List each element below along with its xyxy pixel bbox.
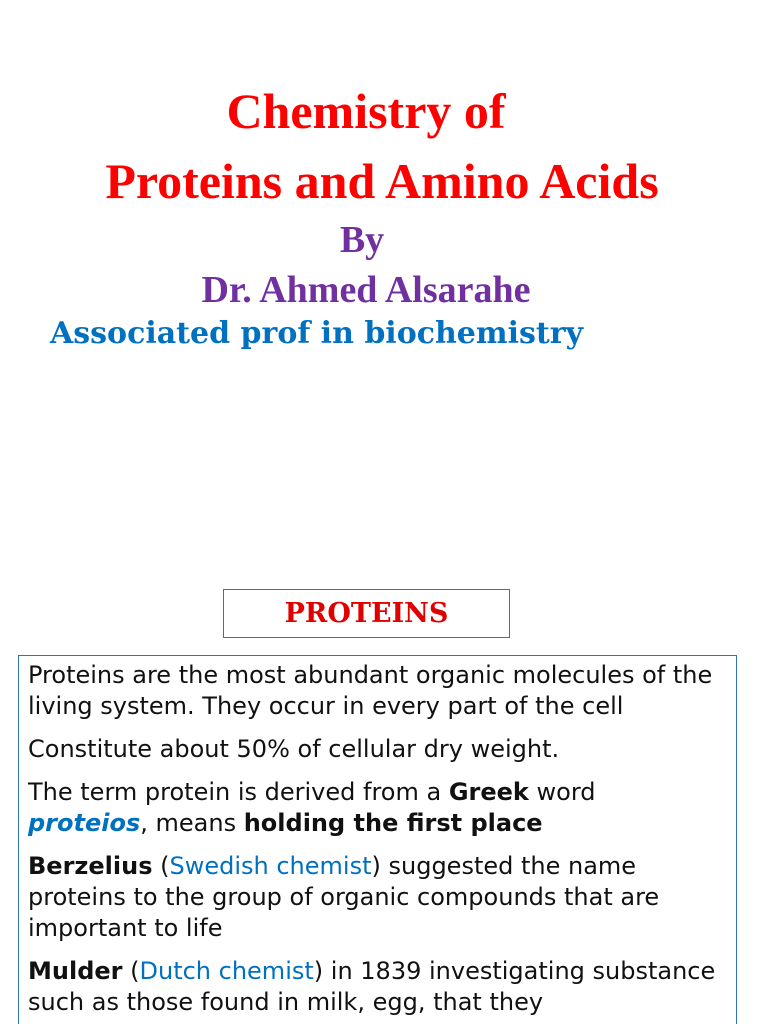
- paragraph-dry-weight: Constitute about 50% of cellular dry weight.: [28, 735, 560, 763]
- berzelius-paren-open: (: [152, 852, 170, 880]
- mulder-name: Mulder: [28, 957, 123, 985]
- paragraph-mulder: [28, 956, 736, 1018]
- paragraph-etymology: [28, 777, 736, 839]
- author-affiliation: Associated prof in biochemistry: [50, 316, 583, 351]
- mulder-paren-open: (: [122, 957, 140, 985]
- author-name: Dr. Ahmed Alsarahe: [201, 269, 531, 311]
- content-box: [18, 655, 737, 1024]
- etymology-text-3: , means: [140, 809, 244, 837]
- proteios-term: proteios: [28, 809, 141, 837]
- berzelius-name: Berzelius: [28, 852, 153, 880]
- greek-term: Greek: [448, 778, 529, 806]
- paragraph-berzelius: [28, 851, 736, 944]
- berzelius-text: ) suggested the name proteins to the group of organic compounds that are important to life: [28, 852, 660, 942]
- etymology-text-1: The term protein is derived from a: [28, 778, 449, 806]
- meaning-term: holding the first place: [243, 809, 543, 837]
- etymology-text-2: word: [528, 778, 596, 806]
- mulder-nationality: Dutch chemist: [139, 957, 314, 985]
- title-line-1: Chemistry of: [226, 83, 506, 139]
- by-label: By: [339, 219, 385, 261]
- section-heading: PROTEINS: [223, 589, 510, 638]
- berzelius-nationality: Swedish chemist: [169, 852, 372, 880]
- paragraph-abundance: Proteins are the most abundant organic molecules of the living system. They occur in every part of the cell: [28, 661, 713, 720]
- mulder-text: ) in 1839 investigating substance such as those found in milk, egg, that they: [28, 957, 716, 1016]
- title-line-2: Proteins and Amino Acids: [105, 153, 659, 209]
